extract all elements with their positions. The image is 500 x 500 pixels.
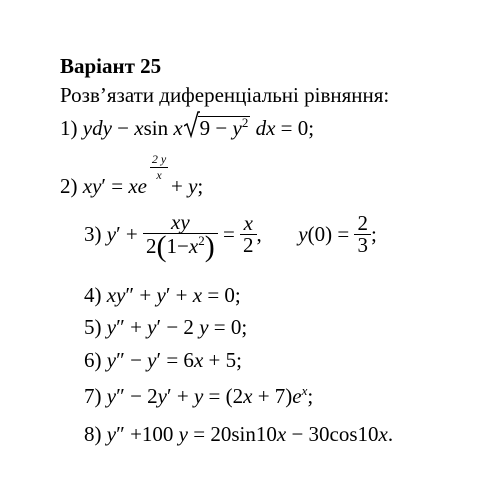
variant-title: Варіант 25 xyxy=(60,54,162,78)
fraction-2-over-3: $\frac{2}{3}$ xyxy=(354,213,371,256)
equation-8: 8) y″ +100 y = 20sin10x − 30cos10x. xyxy=(84,422,394,446)
equation-6: 6) y″ − y′ = 6x + 5; xyxy=(84,348,242,372)
equation-4: 4) xy″ + y′ + x = 0; xyxy=(84,283,241,307)
equation-5: 5) y″ + y′ − 2 y = 0; xyxy=(84,315,248,339)
equation-7: 7) $y'' - 2y' + y = (2x + 7)e^x$; xyxy=(84,383,314,408)
equation-1-label: 1) xyxy=(60,116,78,140)
equation-2-label: 2) xyxy=(60,174,78,198)
equation-4-label: 4) xyxy=(84,283,102,307)
equation-8-label: 8) xyxy=(84,422,102,446)
equation-7-label: 7) xyxy=(84,384,102,408)
task-instruction: Розв’язати диференціальні рівняння: xyxy=(60,83,390,107)
fraction-x-over-2: $\frac{x}{2}$ xyxy=(240,213,257,256)
exponent-fraction: $\frac{2 y}{x}$ xyxy=(151,152,167,182)
equation-5-label: 5) xyxy=(84,315,102,339)
fraction-xy: $\frac{xy}{2(1-x^2)}$ xyxy=(143,212,218,257)
equation-6-label: 6) xyxy=(84,348,102,372)
equation-3-label: 3) xyxy=(84,222,102,246)
equation-2: 2) xy′ = xe + y; xyxy=(60,174,204,198)
equation-3: 3) y′ + $\frac{xy}{2(1-x^2)}$ = $\frac{x}{2}$ , y(0) = $\frac{2}{3}$ ; xyxy=(84,210,377,263)
sqrt-radical: $9 - y^2$ xyxy=(184,116,251,139)
equation-1: 1) ydy − xsin x $9 - y^2$ dx = 0; xyxy=(60,116,314,139)
